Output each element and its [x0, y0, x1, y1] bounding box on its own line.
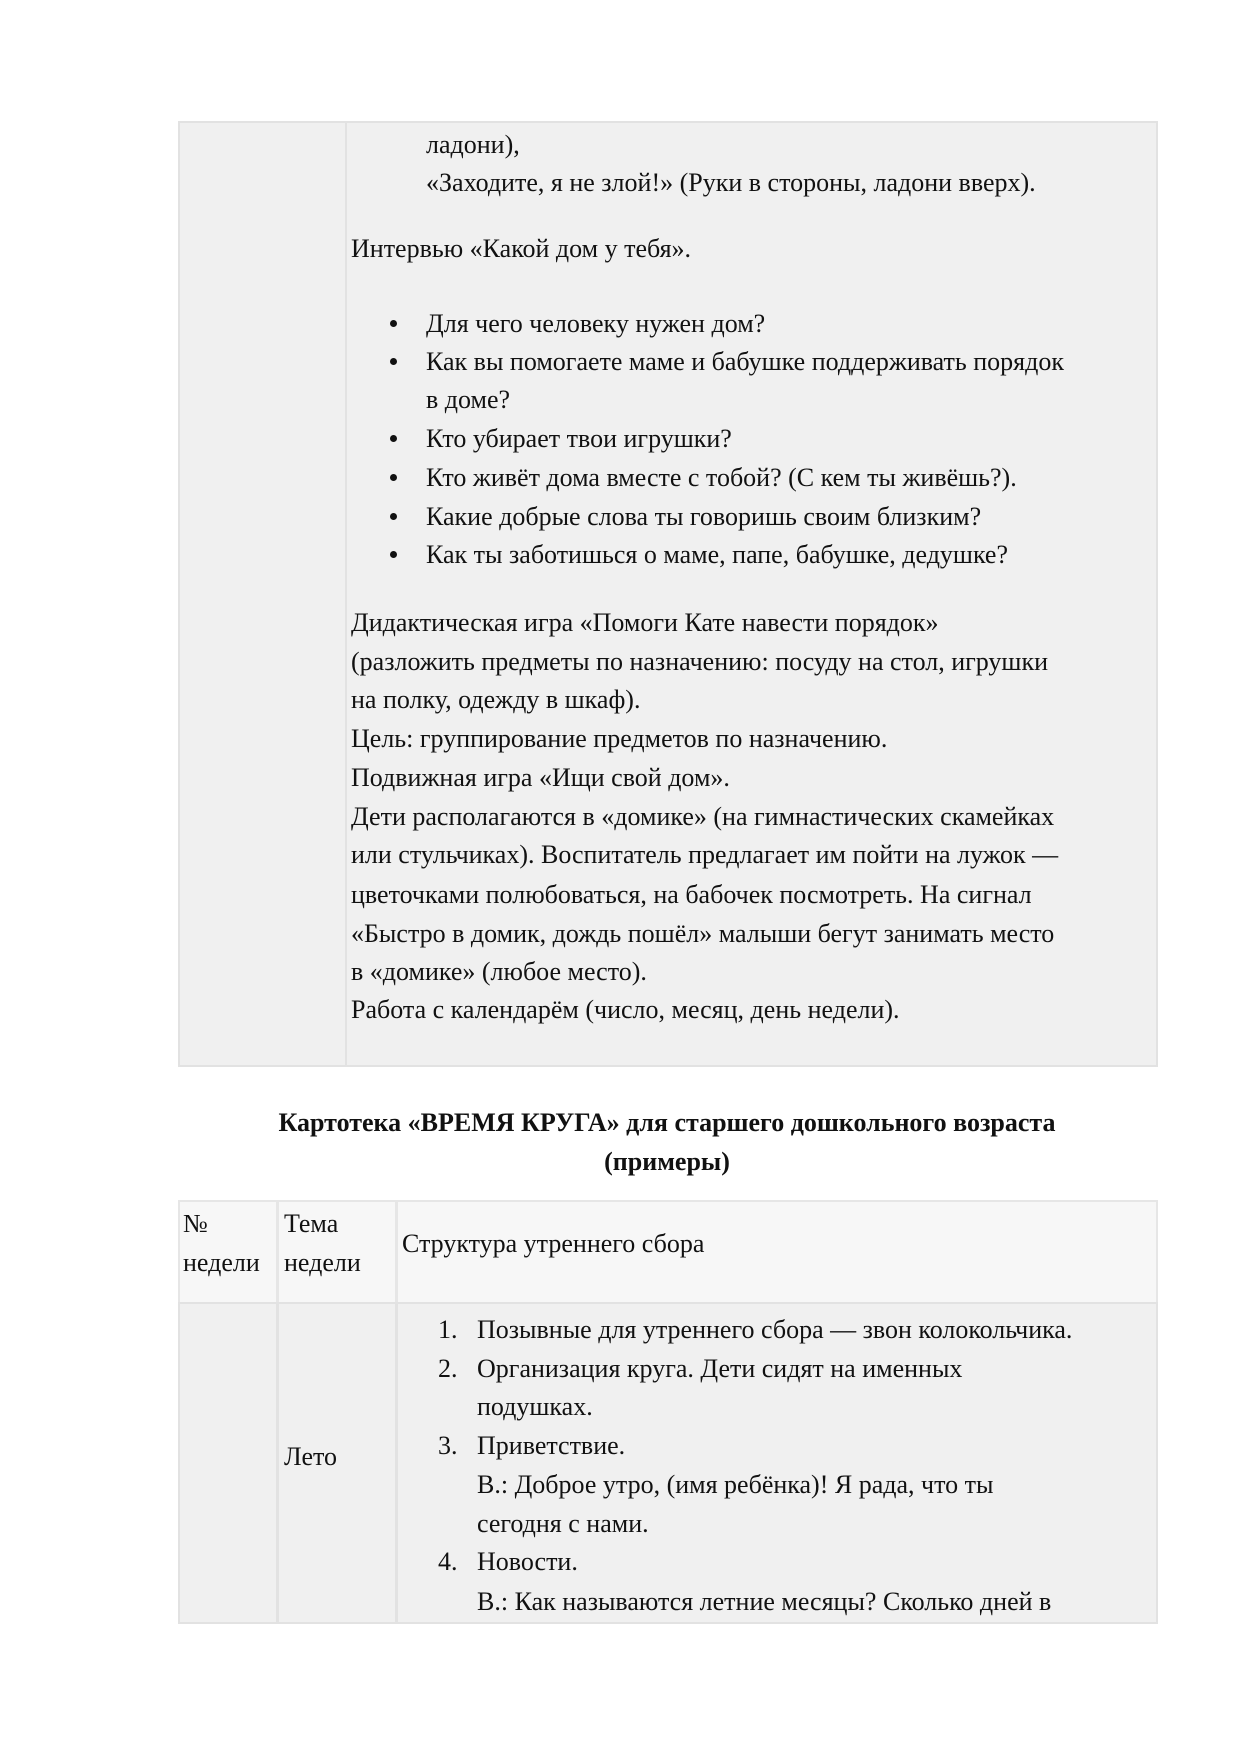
- item-line: Приветствие.: [477, 1431, 626, 1460]
- paragraph-line: или стульчиках). Воспитатель предлагает им пойти на лужок —: [351, 840, 1059, 869]
- item-line: Позывные для утреннего сбора — звон колокольчика.: [477, 1315, 1073, 1344]
- item-number: 4.: [438, 1547, 458, 1576]
- item-line: В.: Доброе утро, (имя ребёнка)! Я рада, что ты: [477, 1470, 994, 1499]
- bullet-icon: [390, 513, 397, 520]
- indented-line: «Заходите, я не злой!» (Руки в стороны, ладони вверх).: [426, 168, 1036, 197]
- paragraph-line: в «домике» (любое место).: [351, 957, 647, 986]
- bullet-item: Кто убирает твои игрушки?: [426, 424, 732, 453]
- item-number: 2.: [438, 1354, 458, 1383]
- item-line: В.: Как называются летние месяцы? Сколько дней в: [477, 1587, 1052, 1616]
- paragraph-line: «Быстро в домик, дождь пошёл» малыши бегут занимать место: [351, 919, 1055, 948]
- header-num-line1: №: [183, 1209, 208, 1238]
- paragraph-line: (разложить предметы по назначению: посуду на стол, игрушки: [351, 647, 1048, 676]
- paragraph-line: Подвижная игра «Ищи свой дом».: [351, 763, 730, 792]
- bullet-item: Для чего человеку нужен дом?: [426, 309, 766, 338]
- row-theme: Лето: [284, 1442, 338, 1471]
- paragraph-line: цветочками полюбоваться, на бабочек посмотреть. На сигнал: [351, 880, 1032, 909]
- item-line: сегодня с нами.: [477, 1509, 649, 1538]
- top-table-left-cell: [178, 121, 347, 1067]
- paragraph-line: Цель: группирование предметов по назначению.: [351, 724, 888, 753]
- bullet-icon: [390, 435, 397, 442]
- bullet-icon: [390, 358, 397, 365]
- paragraph-line: Дидактическая игра «Помоги Кате навести порядок»: [351, 608, 939, 637]
- section-title-line1: Картотека «ВРЕМЯ КРУГА» для старшего дошкольного возраста: [278, 1108, 1056, 1137]
- item-line: подушках.: [477, 1392, 593, 1421]
- bullet-item: Как вы помогаете маме и бабушке поддерживать порядок: [426, 347, 1065, 376]
- interview-title: Интервью «Какой дом у тебя».: [351, 234, 692, 263]
- item-line: Организация круга. Дети сидят на именных: [477, 1354, 963, 1383]
- bullet-icon: [390, 320, 397, 327]
- item-number: 3.: [438, 1431, 458, 1460]
- item-line: Новости.: [477, 1547, 578, 1576]
- bullet-item: в доме?: [426, 385, 511, 414]
- bullet-icon: [390, 474, 397, 481]
- section-title-line2: (примеры): [604, 1147, 730, 1176]
- bullet-item: Кто живёт дома вместе с тобой? (С кем ты живёшь?).: [426, 463, 1017, 492]
- header-num-line2: недели: [183, 1248, 260, 1277]
- item-number: 1.: [438, 1315, 458, 1344]
- paragraph-line: на полку, одежду в шкаф).: [351, 685, 641, 714]
- row-cell-week-number: [178, 1302, 278, 1624]
- bullet-icon: [390, 551, 397, 558]
- header-structure: Структура утреннего сбора: [402, 1229, 705, 1258]
- bullet-item: Как ты заботишься о маме, папе, бабушке, дедушке?: [426, 540, 1009, 569]
- paragraph-line: Работа с календарём (число, месяц, день недели).: [351, 995, 900, 1024]
- indented-line: ладони),: [426, 130, 520, 159]
- paragraph-line: Дети располагаются в «домике» (на гимнастических скамейках: [351, 802, 1055, 831]
- bullet-item: Какие добрые слова ты говоришь своим близким?: [426, 502, 982, 531]
- header-theme-line2: недели: [284, 1248, 361, 1277]
- header-theme-line1: Тема: [284, 1209, 339, 1238]
